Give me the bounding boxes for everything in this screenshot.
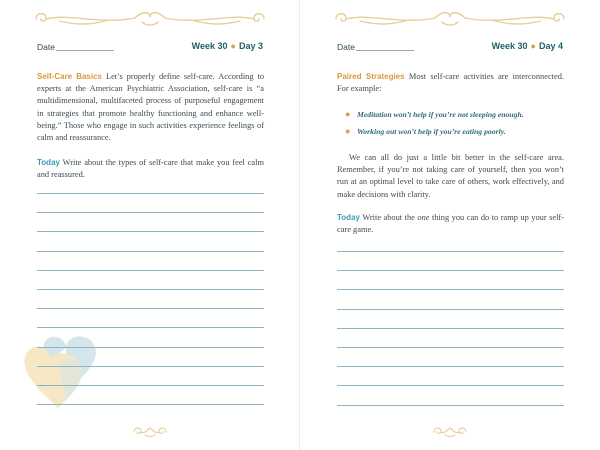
- writing-line[interactable]: [337, 251, 564, 252]
- prompt-paragraph: [37, 157, 264, 181]
- writing-line[interactable]: [37, 212, 264, 213]
- right-journal-page: [300, 0, 600, 450]
- writing-line[interactable]: [37, 366, 264, 367]
- writing-line[interactable]: [37, 327, 264, 328]
- date-blank[interactable]: [56, 50, 114, 51]
- intro-keyword: Self-Care Basics: [37, 72, 102, 81]
- week-label: Week 30: [491, 41, 528, 51]
- writing-line[interactable]: [337, 328, 564, 329]
- separator-dot-icon: ●: [530, 41, 536, 51]
- bullet-dot-icon: ●: [345, 126, 351, 136]
- example-list: [345, 110, 565, 144]
- week-label: Week 30: [191, 41, 228, 51]
- date-label: Date: [337, 42, 355, 52]
- date-blank[interactable]: [356, 50, 414, 51]
- prompt-emphasis: one: [417, 213, 430, 222]
- writing-line[interactable]: [337, 366, 564, 367]
- writing-line[interactable]: [37, 231, 264, 232]
- writing-line[interactable]: [337, 405, 564, 406]
- writing-line[interactable]: [37, 289, 264, 290]
- list-item: ● Working out won’t help if you’re eating poorly.: [345, 126, 506, 136]
- intro-text: Let’s properly define self-care. According to experts at the American Psychiatric Association, self-care is “a multidimensional, multifaceted process of purposeful engagement in strategies that promote healthy functioning and enhance well-being.” Those who engage in such activities experience feelings of calm and reassurance.: [37, 72, 265, 143]
- writing-line[interactable]: [337, 347, 564, 348]
- prompt-keyword: Today: [37, 158, 60, 167]
- date-field[interactable]: [337, 42, 414, 52]
- small-flourish-icon: [131, 424, 169, 438]
- writing-line[interactable]: [37, 308, 264, 309]
- scroll-flourish-icon: [330, 9, 570, 29]
- prompt-text-before: Write about the: [362, 213, 415, 222]
- writing-line[interactable]: [337, 385, 564, 386]
- week-day-heading: [492, 41, 563, 51]
- small-flourish-icon: [431, 424, 469, 438]
- date-label: Date: [37, 42, 55, 52]
- intro-paragraph: [37, 71, 264, 144]
- day-label: Day 3: [238, 41, 263, 51]
- writing-line[interactable]: [37, 385, 264, 386]
- body-text: We can all do just a little bit better in the self-care area. Remember, if you’re not taking care of yourself, then you won’t run at an optimal level to take care of others, work effectively, and make decisions with clarity.: [337, 153, 564, 199]
- date-field[interactable]: [37, 42, 114, 52]
- writing-line[interactable]: [337, 270, 564, 271]
- writing-line[interactable]: [37, 193, 264, 194]
- list-item: ● Meditation won’t help if you’re not sleeping enough.: [345, 109, 524, 119]
- intro-paragraph: [337, 71, 564, 95]
- body-paragraph: [337, 152, 564, 201]
- writing-line[interactable]: [37, 270, 264, 271]
- separator-dot-icon: ●: [230, 41, 236, 51]
- writing-line[interactable]: [37, 404, 264, 405]
- prompt-paragraph: [337, 212, 564, 236]
- writing-line[interactable]: [337, 309, 564, 310]
- writing-line[interactable]: [337, 289, 564, 290]
- week-day-heading: [192, 41, 263, 51]
- intro-keyword: Paired Strategies: [337, 72, 405, 81]
- bullet-dot-icon: ●: [345, 109, 351, 119]
- writing-line[interactable]: [37, 347, 264, 348]
- writing-line[interactable]: [37, 251, 264, 252]
- prompt-keyword: Today: [337, 213, 360, 222]
- day-label: Day 4: [538, 41, 563, 51]
- intro-text: Most self-care activities are interconnected. For example:: [337, 72, 564, 94]
- scroll-flourish-icon: [30, 9, 270, 29]
- prompt-text-after: thing you can do to ramp up your self-care game.: [337, 213, 565, 235]
- prompt-text: Write about the types of self-care that make you feel calm and reassured.: [37, 158, 264, 180]
